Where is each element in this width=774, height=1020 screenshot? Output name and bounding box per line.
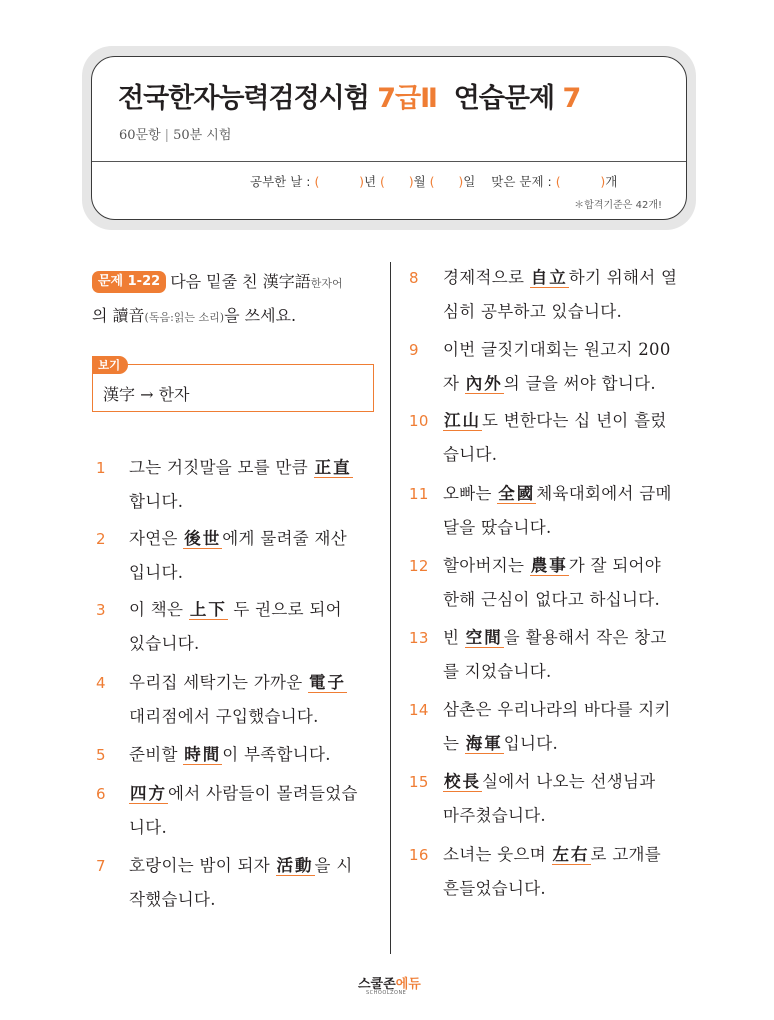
correct-label: 맞은 문제 : [491, 174, 552, 189]
question-item [409, 838, 695, 910]
question-number: 10 [409, 412, 429, 430]
column-divider [390, 262, 391, 954]
title-grade: 7급Ⅱ [377, 83, 437, 114]
month-field[interactable]: ( ) [380, 174, 414, 189]
instruction-small-1: 한자어 [310, 277, 343, 290]
example-text: 漢字 → 한자 [103, 385, 190, 404]
underlined-hanja: 後世 [184, 529, 222, 548]
question-text: 경제적으로 自立하기 위해서 열 심히 공부하고 있습니다. [443, 268, 678, 321]
exam-time: 50분 시험 [173, 128, 232, 143]
page-title [118, 76, 580, 115]
question-text: 오빠는 全國체육대회에서 금메 달을 땄습니다. [443, 484, 672, 537]
day-label: 일 [463, 174, 476, 189]
underlined-hanja: 農事 [530, 556, 568, 575]
question-number: 6 [96, 785, 106, 803]
underlined-hanja: 全國 [498, 484, 536, 503]
title-main: 전국한자능력검정시험 [118, 83, 369, 114]
month-label: 월 [413, 174, 426, 189]
question-item [409, 261, 695, 333]
example-tag: 보기 [92, 356, 128, 374]
question-number: 4 [96, 674, 106, 692]
question-range-badge: 문제 1-22 [92, 271, 166, 293]
question-item [96, 593, 382, 665]
question-number: 8 [409, 269, 419, 287]
question-item [409, 693, 695, 765]
instruction [92, 266, 382, 334]
underlined-hanja: 內外 [465, 374, 503, 393]
question-text: 校長실에서 나오는 선생님과 마주쳤습니다. [443, 772, 656, 825]
count-unit: 개 [605, 174, 618, 189]
instruction-text-2: 의 讀音 [92, 306, 145, 325]
question-text: 四方에서 사람들이 몰려들었습 니다. [129, 784, 358, 837]
question-item [96, 522, 382, 594]
pass-note: ＊합격기준은 42개! [574, 200, 662, 211]
day-field[interactable]: ( ) [429, 174, 464, 189]
year-field[interactable]: ( ) [314, 174, 364, 189]
question-text: 삼촌은 우리나라의 바다를 지키 는 海軍입니다. [443, 700, 671, 753]
question-item [409, 621, 695, 693]
question-count: 60문항 [119, 128, 161, 143]
question-text: 빈 空間을 활용해서 작은 창고 를 지었습니다. [443, 628, 667, 681]
question-number: 3 [96, 601, 106, 619]
logo-subtext: SCHOOLZONE [366, 990, 407, 996]
title-number: 7 [562, 83, 581, 114]
question-item [96, 451, 382, 523]
correct-count-field[interactable]: ( ) [555, 174, 606, 189]
underlined-hanja: 活動 [276, 856, 314, 875]
question-item [409, 477, 695, 549]
question-text: 우리집 세탁기는 가까운 電子 대리점에서 구입했습니다. [129, 673, 347, 726]
underlined-hanja: 海軍 [465, 734, 503, 753]
instruction-text-1: 다음 밑줄 친 漢字語 [170, 272, 311, 291]
question-text: 준비할 時間이 부족합니다. [129, 745, 331, 764]
underlined-hanja: 校長 [444, 772, 481, 791]
question-item [409, 333, 695, 405]
question-number: 14 [409, 701, 429, 719]
instruction-small-2: (독음:읽는 소리) [144, 311, 225, 324]
question-item [96, 849, 382, 921]
underlined-hanja: 電子 [309, 673, 347, 692]
question-number: 15 [409, 773, 429, 791]
question-item [96, 777, 382, 849]
question-item [409, 404, 695, 476]
question-text: 자연은 後世에게 물려줄 재산 입니다. [129, 529, 348, 582]
study-date-label: 공부한 날 : [250, 174, 311, 189]
question-text: 할아버지는 農事가 잘 되어야 한해 근심이 없다고 하십니다. [443, 556, 662, 609]
question-number: 16 [409, 846, 429, 864]
header-divider [92, 161, 686, 162]
question-number: 11 [409, 485, 429, 503]
title-practice: 연습문제 [453, 83, 555, 114]
study-record-line [250, 172, 668, 190]
question-number: 1 [96, 459, 106, 477]
underlined-hanja: 左右 [552, 845, 590, 864]
instruction-text-3: 을 쓰세요. [224, 306, 297, 325]
question-number: 7 [96, 857, 106, 875]
question-number: 2 [96, 530, 106, 548]
underlined-hanja: 空間 [465, 628, 503, 647]
logo-text-b: 에듀 [395, 977, 421, 992]
question-text: 그는 거짓말을 모를 만큼 正直 합니다. [129, 458, 352, 511]
underlined-hanja: 時間 [184, 745, 222, 764]
question-text: 江山도 변한다는 십 년이 흘렀 습니다. [443, 411, 667, 464]
underlined-hanja: 正直 [314, 458, 352, 477]
logo-text-a: 스쿨존 [358, 977, 396, 992]
question-number: 12 [409, 557, 429, 575]
question-number: 9 [409, 341, 419, 359]
question-text: 이번 글짓기대회는 원고지 200 자 內外의 글을 써야 합니다. [443, 340, 671, 393]
question-item [409, 549, 695, 621]
question-number: 13 [409, 629, 429, 647]
question-text: 호랑이는 밤이 되자 活動을 시 작했습니다. [129, 856, 353, 909]
underlined-hanja: 上下 [189, 600, 227, 619]
question-number: 5 [96, 746, 106, 764]
underlined-hanja: 四方 [130, 784, 167, 803]
underlined-hanja: 江山 [444, 411, 481, 430]
question-text: 이 책은 上下 두 권으로 되어 있습니다. [129, 600, 342, 653]
question-item [409, 765, 695, 837]
question-item [96, 666, 382, 738]
subtitle: 60문항 | 50분 시험 [119, 128, 232, 143]
underlined-hanja: 自立 [530, 268, 568, 287]
question-text: 소녀는 웃으며 左右로 고개를 흔들었습니다. [443, 845, 662, 898]
year-label: 년 [363, 174, 377, 189]
